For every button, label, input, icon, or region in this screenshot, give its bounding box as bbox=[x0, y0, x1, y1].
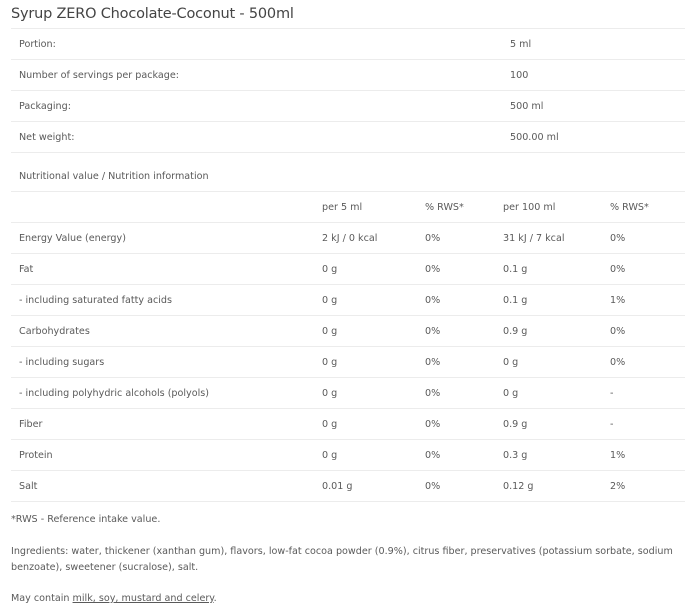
allergens-prefix: May contain bbox=[11, 593, 73, 604]
nutrition-row bbox=[11, 223, 685, 254]
info-value: 500 ml bbox=[502, 91, 685, 122]
nutrient-value: 0% bbox=[417, 409, 495, 440]
product-info-table bbox=[11, 28, 685, 153]
nutrition-header-cell: % RWS* bbox=[602, 192, 685, 223]
nutrient-value: 0.1 g bbox=[495, 285, 602, 316]
nutrient-name: Salt bbox=[11, 471, 314, 502]
nutrient-value: 0.9 g bbox=[495, 316, 602, 347]
nutrition-row bbox=[11, 347, 685, 378]
info-row bbox=[11, 122, 685, 153]
info-label: Number of servings per package: bbox=[11, 60, 502, 91]
nutrition-row bbox=[11, 378, 685, 409]
nutrient-name: Carbohydrates bbox=[11, 316, 314, 347]
nutrient-value: 2% bbox=[602, 471, 685, 502]
nutrient-value: 0 g bbox=[314, 409, 417, 440]
nutrient-value: 2 kJ / 0 kcal bbox=[314, 223, 417, 254]
nutrition-row bbox=[11, 440, 685, 471]
info-value: 500.00 ml bbox=[502, 122, 685, 153]
nutrient-value: 0 g bbox=[495, 347, 602, 378]
info-row bbox=[11, 60, 685, 91]
nutrient-value: 0 g bbox=[495, 378, 602, 409]
nutrient-value: 0.3 g bbox=[495, 440, 602, 471]
nutrient-value: 0 g bbox=[314, 316, 417, 347]
nutrient-value: 31 kJ / 7 kcal bbox=[495, 223, 602, 254]
product-title: Syrup ZERO Chocolate-Coconut - 500ml bbox=[11, 6, 294, 22]
nutrient-value: 0 g bbox=[314, 440, 417, 471]
nutrient-value: 0% bbox=[417, 316, 495, 347]
nutrition-row bbox=[11, 285, 685, 316]
nutrient-value: 0.12 g bbox=[495, 471, 602, 502]
nutrient-value: 0 g bbox=[314, 378, 417, 409]
nutrient-value: 0% bbox=[602, 347, 685, 378]
nutrient-value: 0% bbox=[417, 254, 495, 285]
nutrient-value: 0.01 g bbox=[314, 471, 417, 502]
nutrient-value: 0% bbox=[417, 378, 495, 409]
nutrition-heading-row bbox=[11, 161, 685, 192]
allergens-suffix: . bbox=[213, 593, 217, 604]
nutrient-name: Fiber bbox=[11, 409, 314, 440]
nutrition-header-cell: per 5 ml bbox=[314, 192, 417, 223]
nutrition-header-cell: per 100 ml bbox=[495, 192, 602, 223]
ingredients-text: Ingredients: water, thickener (xanthan gum), flavors, low-fat cocoa powder (0.9%), citrus fiber, preservatives (potassium sorbate, sodium benzoate), sweetener (sucralose), salt. bbox=[11, 546, 673, 573]
nutrient-value: 0% bbox=[417, 471, 495, 502]
info-label: Packaging: bbox=[11, 91, 502, 122]
nutrient-value: 1% bbox=[602, 285, 685, 316]
nutrient-value: 0% bbox=[602, 223, 685, 254]
nutrient-value: 0% bbox=[417, 223, 495, 254]
nutrition-table bbox=[11, 161, 685, 502]
nutrient-value: 0.9 g bbox=[495, 409, 602, 440]
info-label: Net weight: bbox=[11, 122, 502, 153]
nutrient-value: 0 g bbox=[314, 254, 417, 285]
nutrient-value: 0% bbox=[602, 316, 685, 347]
info-value: 100 bbox=[502, 60, 685, 91]
nutrient-name: - including polyhydric alcohols (polyols) bbox=[11, 378, 314, 409]
nutrition-header-row bbox=[11, 192, 685, 223]
nutrition-header-cell bbox=[11, 192, 314, 223]
nutrient-value: 0% bbox=[417, 285, 495, 316]
nutrient-value: 0% bbox=[417, 347, 495, 378]
nutrition-row bbox=[11, 409, 685, 440]
nutrition-row bbox=[11, 471, 685, 502]
nutrition-row bbox=[11, 316, 685, 347]
nutrient-name: Protein bbox=[11, 440, 314, 471]
nutrient-value: 1% bbox=[602, 440, 685, 471]
info-row bbox=[11, 29, 685, 60]
nutrient-value: 0% bbox=[602, 254, 685, 285]
nutrient-value: - bbox=[602, 378, 685, 409]
nutrient-value: 0 g bbox=[314, 285, 417, 316]
info-label: Portion: bbox=[11, 29, 502, 60]
nutrition-row bbox=[11, 254, 685, 285]
nutrient-value: 0.1 g bbox=[495, 254, 602, 285]
nutrition-heading: Nutritional value / Nutrition information bbox=[11, 161, 685, 192]
nutrient-value: 0 g bbox=[314, 347, 417, 378]
info-row bbox=[11, 91, 685, 122]
nutrition-header-cell: % RWS* bbox=[417, 192, 495, 223]
nutrient-name: Energy Value (energy) bbox=[11, 223, 314, 254]
nutrient-name: - including sugars bbox=[11, 347, 314, 378]
info-value: 5 ml bbox=[502, 29, 685, 60]
nutrient-name: - including saturated fatty acids bbox=[11, 285, 314, 316]
nutrient-value: 0% bbox=[417, 440, 495, 471]
rws-footnote: *RWS - Reference intake value. bbox=[11, 514, 161, 525]
allergens-link[interactable]: milk, soy, mustard and celery bbox=[72, 593, 214, 604]
allergens-text bbox=[11, 593, 217, 604]
nutrient-value: - bbox=[602, 409, 685, 440]
nutrient-name: Fat bbox=[11, 254, 314, 285]
